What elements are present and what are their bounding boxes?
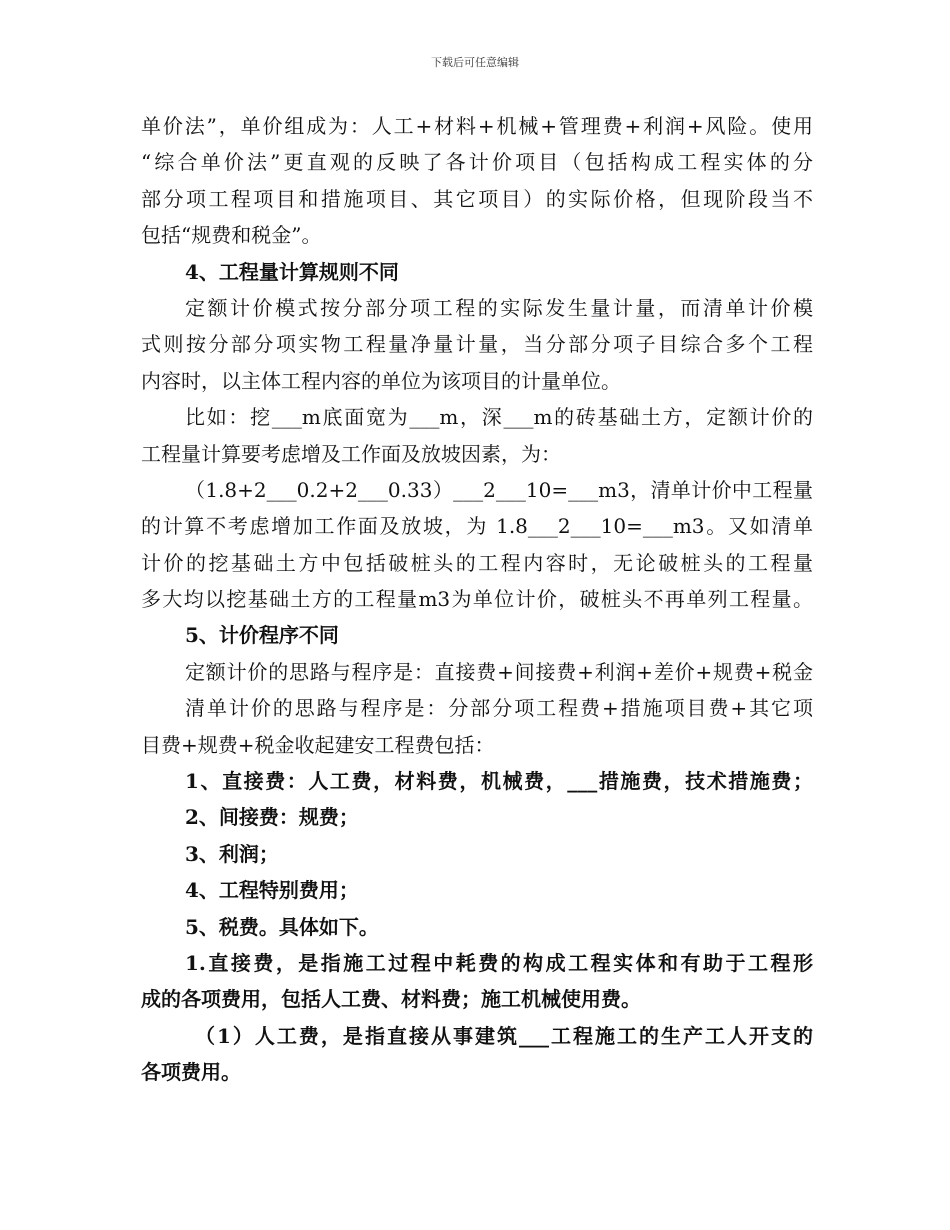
- text-line: 5、税费。具体如下。: [185, 914, 379, 939]
- text-line: 3、利润；: [185, 841, 279, 866]
- text-line: 定额计价的思路与程序是：直接费+间接费+利润+差价+规费+税金: [185, 659, 813, 684]
- text-line: 包括“规费和税金”。: [141, 223, 322, 248]
- text-line: 式则按分部分项实物工程量净量计量，当分部分项子目综合多个工程: [141, 332, 813, 357]
- text-line: 成的各项费用，包括人工费、材料费；施工机械使用费。: [141, 987, 641, 1012]
- text-line: 单价法”，单价组成为：人工+材料+机械+管理费+利润+风险。使用: [141, 114, 813, 138]
- text-line: “综合单价法”更直观的反映了各计价项目（包括构成工程实体的分: [141, 150, 813, 175]
- text-line: 工程量计算要考虑增及工作面及放坡因素，为：: [141, 441, 561, 466]
- text-line: 的计算不考虑增加工作面及放坡，为 1.8___2___10=___m3。又如清单: [141, 514, 813, 539]
- text-line: 2、间接费：规费；: [185, 805, 359, 830]
- text-line: 4、工程特别费用；: [185, 878, 359, 903]
- text-line: 4、工程量计算规则不同: [185, 259, 399, 284]
- text-line: 1、直接费：人工费，材料费，机械费，___措施费，技术措施费；: [185, 769, 813, 794]
- text-line: 各项费用。: [141, 1060, 241, 1085]
- text-line: 内容时，以主体工程内容的单位为该项目的计量单位。: [141, 368, 621, 393]
- text-line: 目费+规费+税金收起建安工程费包括：: [141, 732, 495, 757]
- document-body: [141, 108, 813, 1091]
- text-line: 定额计价模式按分部分项工程的实际发生量计量，而清单计价模: [185, 295, 813, 320]
- text-line: （1.8+2___0.2+2___0.33）___2___10=___m3，清单计价中工程量: [185, 477, 813, 502]
- text-line: （1）人工费，是指直接从事建筑___工程施工的生产工人开支的: [195, 1023, 813, 1048]
- text-line: 1.直接费，是指施工过程中耗费的构成工程实体和有助于工程形: [185, 950, 813, 975]
- text-line: 清单计价的思路与程序是：分部分项工程费+措施项目费+其它项: [185, 696, 813, 721]
- text-line: 计价的挖基础土方中包括破桩头的工程内容时，无论破桩头的工程量: [141, 550, 813, 575]
- text-line: 5、计价程序不同: [185, 623, 339, 648]
- text-line: 部分项工程项目和措施项目、其它项目）的实际价格，但现阶段当不: [141, 186, 813, 211]
- page-header: 下载后可任意编辑: [431, 56, 519, 69]
- text-line: 多大均以挖基础土方的工程量m3为单位计价，破桩头不再单列工程量。: [141, 587, 813, 612]
- text-line: 比如：挖___m底面宽为___m，深___m的砖基础土方，定额计价的: [185, 405, 813, 430]
